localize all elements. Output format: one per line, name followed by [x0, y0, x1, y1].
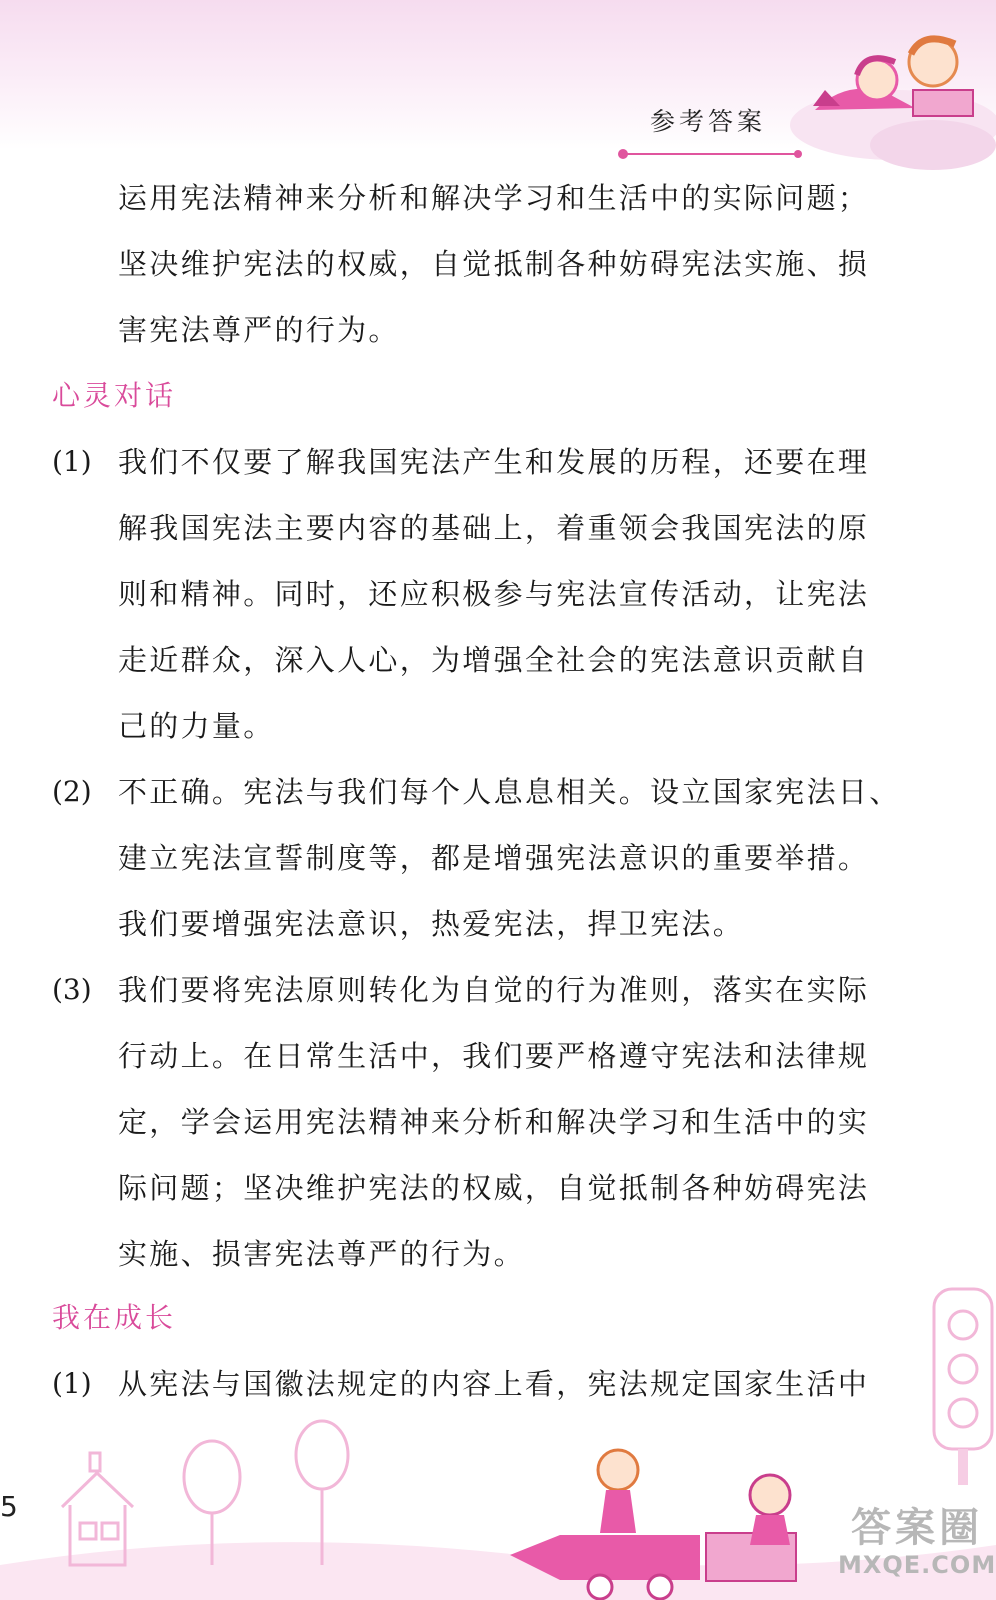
- text-line: 解我国宪法主要内容的基础上，着重领会我国宪法的原: [118, 511, 870, 545]
- text-line: 从宪法与国徽法规定的内容上看，宪法规定国家生活中: [118, 1367, 870, 1401]
- header-rule: [622, 153, 800, 155]
- header-rule-dot: [618, 149, 628, 159]
- text-line: 害宪法尊严的行为。: [118, 313, 400, 347]
- text-line: 建立宪法宣誓制度等，都是增强宪法意识的重要举措。: [118, 841, 870, 875]
- header-rule-dot: [794, 150, 802, 158]
- text-line: 坚决维护宪法的权威，自觉抵制各种妨碍宪法实施、损: [118, 247, 870, 281]
- text-line: 实施、损害宪法尊严的行为。: [118, 1237, 525, 1271]
- cloud-decoration: [870, 120, 996, 170]
- children-reading-illustration: [805, 20, 996, 120]
- text-line: 我们不仅要了解我国宪法产生和发展的历程，还要在理: [118, 445, 870, 479]
- section-heading: 心灵对话: [52, 379, 177, 412]
- watermark-main: 答案圈: [851, 1505, 984, 1551]
- text-line: 则和精神。同时，还应积极参与宪法宣传活动，让宪法: [118, 577, 870, 611]
- text-line: 我们要将宪法原则转化为自觉的行为准则，落实在实际: [118, 973, 870, 1007]
- item-number: (1): [52, 1367, 92, 1400]
- watermark: [838, 1505, 996, 1579]
- item-number: (2): [52, 775, 92, 808]
- item-number: (3): [52, 973, 92, 1006]
- section-heading: 我在成长: [52, 1301, 177, 1334]
- text-line: 我们要增强宪法意识，热爱宪法，捍卫宪法。: [118, 907, 745, 941]
- text-line: 运用宪法精神来分析和解决学习和生活中的实际问题；: [118, 181, 870, 215]
- text-line: 己的力量。: [118, 709, 275, 743]
- page-number: 5: [0, 1490, 18, 1523]
- text-line: 际问题；坚决维护宪法的权威，自觉抵制各种妨碍宪法: [118, 1171, 870, 1205]
- text-line: 走近群众，深入人心，为增强全社会的宪法意识贡献自: [118, 643, 870, 677]
- watermark-sub: MXQE.COM: [838, 1551, 996, 1579]
- text-line: 行动上。在日常生活中，我们要严格遵守宪法和法律规: [118, 1039, 870, 1073]
- item-number: (1): [52, 445, 92, 478]
- text-line: 定，学会运用宪法精神来分析和解决学习和生活中的实: [118, 1105, 870, 1139]
- text-line: 不正确。宪法与我们每个人息息相关。设立国家宪法日、: [118, 775, 901, 809]
- page-header-title: 参考答案: [650, 107, 767, 136]
